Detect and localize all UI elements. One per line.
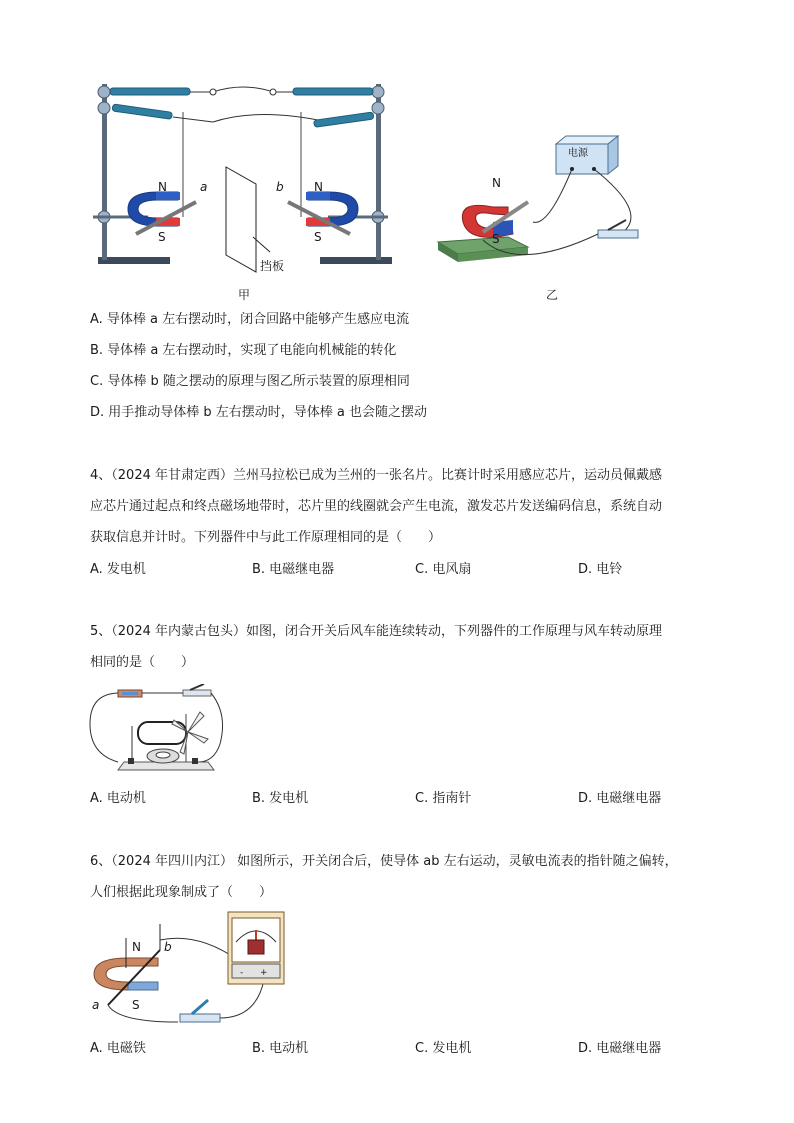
q6-line-1: 6、（2024 年四川内江） 如图所示，开关闭合后，使导体 ab 左右运动，灵敏电流表的指针随之偏转， xyxy=(90,854,678,869)
rod-a-label: a xyxy=(200,180,208,194)
q6-end-a: a xyxy=(92,998,100,1012)
pole-n-yi: N xyxy=(492,176,501,190)
q6-option-d: D. 电磁继电器 xyxy=(578,1041,662,1056)
q5-option-c: C. 指南针 xyxy=(415,791,472,806)
q6-line-2: 人们根据此现象制成了（ ） xyxy=(90,885,273,900)
q5-option-a: A. 电动机 xyxy=(90,791,146,806)
q4-option-a: A. 发电机 xyxy=(90,562,146,577)
q3-option-a: A. 导体棒 a 左右摆动时，闭合回路中能够产生感应电流 xyxy=(90,312,410,327)
q3-option-d: D. 用手推动导体棒 b 左右摆动时，导体棒 a 也会随之摆动 xyxy=(90,405,428,420)
q3-option-b: B. 导体棒 a 左右摆动时，实现了电能向机械能的转化 xyxy=(90,343,397,358)
q5-line-2: 相同的是（ ） xyxy=(90,655,195,670)
galvanometer-diagram xyxy=(88,910,298,1034)
q6-option-c: C. 发电机 xyxy=(415,1041,472,1056)
svg-text:-: - xyxy=(240,968,244,978)
pole-s-yi: S xyxy=(492,232,500,246)
q6-option-a: A. 电磁铁 xyxy=(90,1041,146,1056)
q5-option-d: D. 电磁继电器 xyxy=(578,791,662,806)
q4-option-b: B. 电磁继电器 xyxy=(252,562,335,577)
rod-b-label: b xyxy=(276,180,284,194)
figure-label-jia: 甲 xyxy=(238,288,251,302)
svg-text:+: + xyxy=(260,968,268,978)
q4-option-c: C. 电风扇 xyxy=(415,562,472,577)
figure-jia-yi xyxy=(88,72,648,304)
pole-n-right: N xyxy=(314,180,323,194)
windmill-motor-diagram xyxy=(88,684,228,778)
induction-apparatus-diagram xyxy=(88,72,648,304)
q6-galvanometer-figure xyxy=(88,910,298,1034)
q4-option-d: D. 电铃 xyxy=(578,562,623,577)
pole-n-left: N xyxy=(158,180,167,194)
power-label: 电源 xyxy=(568,148,588,159)
q6-end-b: b xyxy=(164,940,172,954)
pole-s-left: S xyxy=(158,230,166,244)
baffle-label: 挡板 xyxy=(260,259,285,273)
figure-label-yi: 乙 xyxy=(546,288,559,302)
q4-line-3: 获取信息并计时。下列器件中与此工作原理相同的是（ ） xyxy=(90,530,442,545)
q6-pole-s: S xyxy=(132,998,140,1012)
q6-option-b: B. 电动机 xyxy=(252,1041,309,1056)
q3-option-c: C. 导体棒 b 随之摆动的原理与图乙所示装置的原理相同 xyxy=(90,374,410,389)
q4-line-1: 4、（2024 年甘肃定西）兰州马拉松已成为兰州的一张名片。比赛计时采用感应芯片，运动员佩戴感 xyxy=(90,468,662,483)
q4-line-2: 应芯片通过起点和终点磁场地带时，芯片里的线圈就会产生电流，激发芯片发送编码信息，系统自动 xyxy=(90,499,663,514)
q5-option-b: B. 发电机 xyxy=(252,791,309,806)
q5-windmill-figure xyxy=(88,684,228,778)
q5-line-1: 5、（2024 年内蒙古包头）如图，闭合开关后风车能连续转动，下列器件的工作原理与风车转动原理 xyxy=(90,624,662,639)
q6-pole-n: N xyxy=(132,940,141,954)
pole-s-right: S xyxy=(314,230,322,244)
